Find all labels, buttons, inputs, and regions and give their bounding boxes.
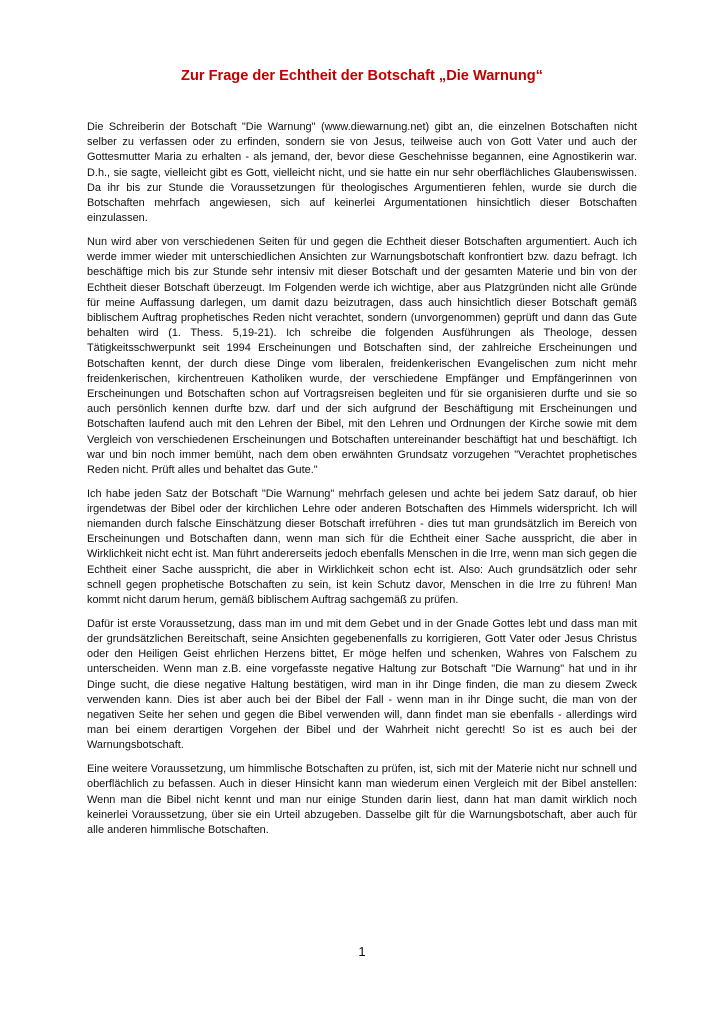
paragraph-5: Eine weitere Voraussetzung, um himmlische Botschaften zu prüfen, ist, sich mit der Materie nicht nur schnell und oberflächlich zu befassen. Auch in dieser Hinsicht kann man wiederum einen Vergleich mit der Bibel anstellen: Wenn man die Bibel nicht kennt und man nur einige Stunden darin liest, dann hat man damit wirklich noch keinerlei Voraussetzung, über sie ein Urteil abzugeben. Dasselbe gilt für die Warnungsbotschaft, aber auch für alle anderen himmlische Botschaften. (87, 763, 637, 836)
page-number: 1 (358, 944, 366, 959)
document-title: Zur Frage der Echtheit der Botschaft „Die Warnung“ (181, 68, 543, 84)
paragraph-2: Nun wird aber von verschiedenen Seiten für und gegen die Echtheit dieser Botschaften argumentiert. Auch ich werde immer wieder mit unterschiedlichen Ansichten zur Warnungsbotschaft konfrontiert bzw. dazu befragt. Ich beschäftige mich bis zur Stunde sehr intensiv mit dieser Botschaft und der gesamten Materie und bin von der Echtheit dieser Botschaft überzeugt. Im Folgenden werde ich wichtige, aber aus Platzgründen nicht alle Gründe für meine Auffassung darlegen, um damit dazu beizutragen, dass auch hinsichtlich dieser Botschaft gemäß biblischem Auftrag prophetisches Reden nicht verachtet, sondern (unvorgenommen) geprüft und dann das Gute behalten wird (1. Thess. 5,19-21). Ich schreibe die folgenden Ausführungen als Theologe, dessen Tätigkeitsschwerpunkt seit 1994 Erscheinungen und Botschaften sind, der zahlreiche Erscheinungen und Botschaften kennt, der durch diese Dinge vom liberalen, freidenkerischen Evangelischen zum nicht mehr freidenkerischen, kirchentreuen Katholiken wurde, der verschiedene Empfänger und Empfängerinnen von Erscheinungen und Botschaften schon auf Vortragsreisen begleiten und für sie organisieren durfte und sie so auch persönlich kennen durfte bzw. darf und der sich aufgrund der Beschäftigung mit Erscheinungen und Botschaften laufend auch mit den Lehren der Bibel, mit den Lehren und Ordnungen der Kirche sowie mit dem Vergleich von verschiedenen Erscheinungen und Botschaften untereinander beschäftigt hat und beschäftigt. Ich war und bin noch immer bemüht, nach dem oben erwähnten Grundsatz vorzugehen "Verachtet prophetisches Reden nicht. Prüft alles und behaltet das Gute." (87, 235, 637, 476)
document-body (87, 120, 637, 847)
paragraph-3: Ich habe jeden Satz der Botschaft "Die Warnung" mehrfach gelesen und achte bei jedem Satz darauf, ob hier irgendetwas der Bibel oder der kirchlichen Lehre oder anderen Botschaften des Himmels widerspricht. Ich will niemanden durch falsche Einschätzung dieser Botschaft irreführen - dies tut man grundsätzlich im Bereich von Erscheinungen und Botschaften dann, wenn man sich für die Echtheit einer Sache ausspricht, die aber in Wirklichkeit nicht echt ist. Man führt andererseits jedoch ebenfalls Menschen in die Irre, wenn man sich gegen die Echtheit einer Sache ausspricht, die aber in Wirklichkeit schon echt ist. Also: Auch grundsätzlich oder sehr schnell gegen prophetische Botschaften zu sein, ist kein Schutz davor, Menschen in die Irre zu führen! Man kommt nicht darum herum, gemäß biblischem Auftrag sachgemäß zu prüfen. (87, 487, 637, 607)
paragraph-4: Dafür ist erste Voraussetzung, dass man im und mit dem Gebet und in der Gnade Gottes lebt und dass man mit der grundsätzlichen Bereitschaft, seine Ansichten gegebenenfalls zu korrigieren, Gott Vater oder Jesus Christus oder den Heiligen Geist ehrlichen Herzens bittet, Er möge helfen und schenken, Wahres von Falschem zu unterscheiden. Wenn man z.B. eine vorgefasste negative Haltung zur Botschaft "Die Warnung" hat und in ihr Dinge sucht, die diese negative Haltung bestätigen, wird man in ihr Dinge finden, die man zu diesem Zweck verwenden kann. Dies ist aber auch bei der Bibel der Fall - wenn man in ihr Dinge sucht, die man von der negativen Seite her sehen und gegen die Bibel verwenden will, dann findet man sie ebenfalls - allerdings wird man bei einem derartigen Vorgehen der Bibel und der Wahrheit nicht gerecht! So ist es auch bei der Warnungsbotschaft. (87, 617, 637, 752)
paragraph-1: Die Schreiberin der Botschaft "Die Warnung" (www.diewarnung.net) gibt an, die einzelnen Botschaften nicht selber zu verfassen oder zu erfinden, sondern sie von Jesus, teilweise auch von Gott Vater und auch der Gottesmutter Maria zu erhalten - als jemand, der, bevor diese Geschehnisse begannen, eine Agnostikerin war. D.h., sie sagte, vielleicht gibt es Gott, vielleicht nicht, und sie hatte ein nur sehr oberflächliches Glaubenswissen. Da ihr bis zur Stunde die Voraussetzungen für theologisches Argumentieren fehlen, wurde sie durch die Botschaften mehrfach angewiesen, sich auf keinerlei Argumentationen hinsichtlich dieser Botschaften einzulassen. (87, 121, 637, 225)
